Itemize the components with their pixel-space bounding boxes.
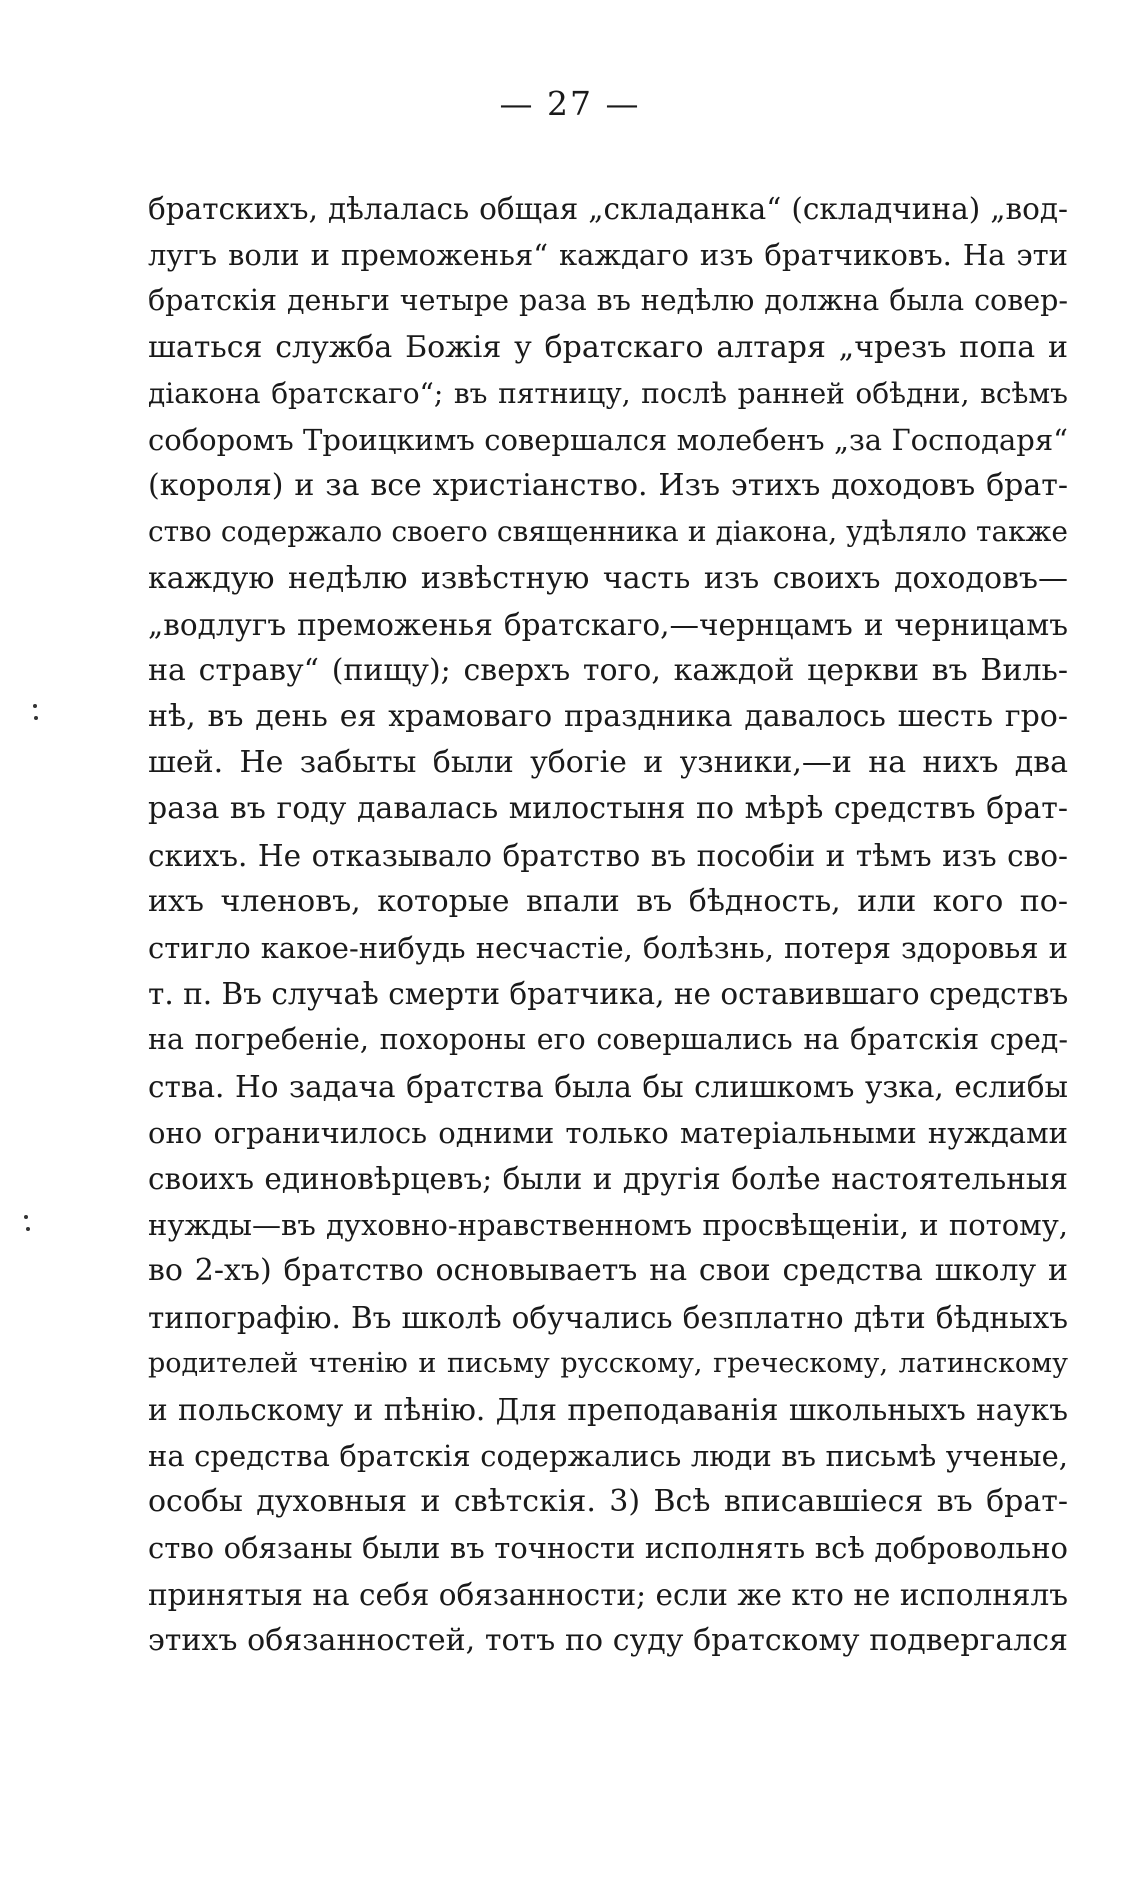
text-line: ство содержало своего священника и діакона, удѣляло также — [148, 515, 1068, 549]
text-line: (короля) и за все христіанство. Изъ этихъ доходовъ брат- — [148, 468, 1068, 504]
text-line: шаться служба Божія у братскаго алтаря „чрезъ попа и — [148, 329, 1068, 365]
text-line: шей. Не забыты были убогіе и узники,—и на нихъ два — [148, 745, 1068, 781]
text-line: братскихъ, дѣлалась общая „складанка“ (складчина) „вод- — [148, 192, 1068, 226]
text-line: скихъ. Не отказывало братство въ пособіи и тѣмъ изъ сво- — [148, 838, 1068, 873]
text-line: ства. Но задача братства была бы слишкомъ узка, еслибы — [148, 1069, 1068, 1104]
text-line: братскія деньги четыре раза въ недѣлю должна была совер- — [148, 284, 1068, 318]
text-line: типографію. Въ школѣ обучались безплатно дѣти бѣдныхъ — [148, 1300, 1068, 1335]
text-line: „водлугъ преможенья братскаго,—чернцамъ и черницамъ — [148, 607, 1068, 642]
text-line: лугъ воли и преможенья“ каждаго изъ братчиковъ. На эти — [148, 238, 1068, 273]
margin-speck — [34, 716, 38, 720]
margin-speck — [24, 1215, 28, 1219]
text-line: ихъ членовъ, которые впали въ бѣдность, или кого по- — [148, 883, 1068, 919]
text-line: ство обязаны были въ точности исполнять всѣ добровольно — [148, 1531, 1068, 1566]
text-line: особы духовныя и свѣтскія. 3) Всѣ вписавшіеся въ брат- — [148, 1484, 1068, 1520]
body-paragraph — [148, 186, 1068, 1664]
text-line: на средства братскія содержались люди въ письмѣ ученые, — [148, 1439, 1068, 1474]
text-line: этихъ обязанностей, тотъ по суду братскому подвергался — [148, 1622, 1068, 1658]
text-line: на страву“ (пищу); сверхъ того, каждой церкви въ Виль- — [148, 652, 1068, 688]
text-line: своихъ единовѣрцевъ; были и другія болѣе настоятельныя — [148, 1161, 1068, 1196]
text-line: родителей чтенію и письму русскому, греческому, латинскому — [148, 1347, 1068, 1379]
margin-speck — [33, 704, 37, 708]
page-number: — 27 — — [499, 84, 641, 123]
text-line: на погребеніе, похороны его совершались на братскія сред- — [148, 1023, 1068, 1057]
text-line: т. п. Въ случаѣ смерти братчика, не оставившаго средствъ — [148, 977, 1068, 1012]
text-line: принятыя на себя обязанности; если же кто не исполнялъ — [148, 1577, 1068, 1612]
text-line: нѣ, въ день ея храмоваго праздника давалось шесть гро- — [148, 699, 1068, 735]
text-line: и польскому и пѣнію. Для преподаванія школьныхъ наукъ — [148, 1392, 1068, 1427]
text-line: стигло какое-нибудь несчастіе, болѣзнь, потеря здоровья и — [148, 931, 1068, 965]
margin-speck — [26, 1227, 30, 1231]
text-line: во 2-хъ) братство основываетъ на свои средства школу и — [148, 1253, 1068, 1289]
text-line: соборомъ Троицкимъ совершался молебенъ „за Господаря“ — [148, 422, 1068, 457]
text-line: раза въ году давалась милостыня по мѣрѣ средствъ брат- — [148, 791, 1068, 827]
text-line: нужды—въ духовно-нравственномъ просвѣщеніи, и потому, — [148, 1208, 1068, 1243]
text-line: діакона братскаго“; въ пятницу, послѣ ранней обѣдни, всѣмъ — [148, 376, 1068, 410]
text-line: каждую недѣлю извѣстную часть изъ своихъ доходовъ— — [148, 560, 1068, 596]
text-line: оно ограничилось одними только матеріальными нуждами — [148, 1115, 1068, 1150]
